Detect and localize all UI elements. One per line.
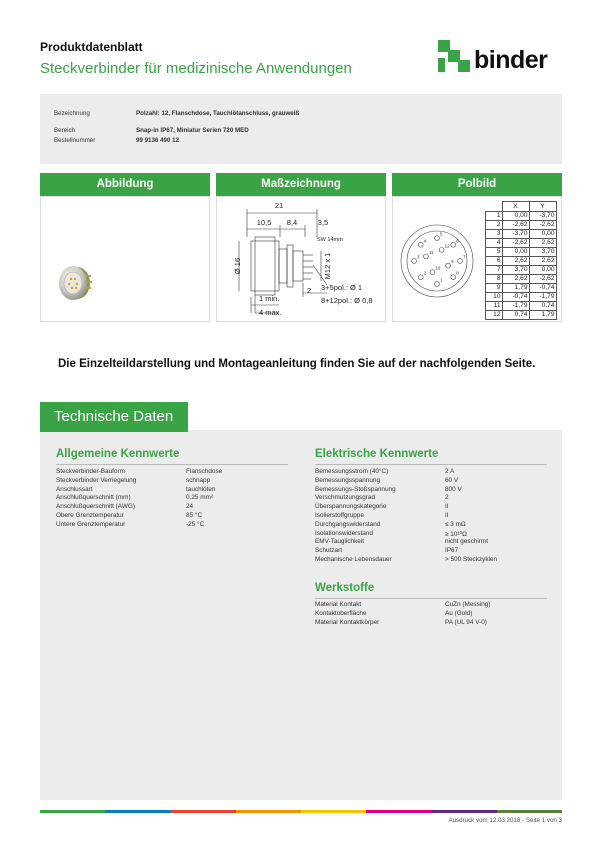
pin-contact bbox=[430, 270, 435, 275]
table-row bbox=[486, 248, 557, 257]
pin-label: 2 bbox=[423, 270, 427, 276]
footer-color-segment bbox=[497, 810, 562, 813]
x-cell: 2,62 bbox=[502, 257, 529, 266]
pin-number-cell: 3 bbox=[486, 230, 503, 239]
spec-label: Anschlußquerschnitt (mm) bbox=[56, 494, 131, 502]
spec-label: Untere Grenztemperatur bbox=[56, 520, 126, 528]
spec-label: Steckverbinder Verriegelung bbox=[56, 476, 137, 484]
general-specs-list bbox=[56, 468, 288, 530]
spec-value: CuZn (Messing) bbox=[445, 601, 491, 608]
x-cell: -2,62 bbox=[502, 239, 529, 248]
dim-3-5: 3,5 bbox=[317, 218, 329, 227]
spec-row bbox=[56, 486, 288, 495]
spec-label: Mechanische Lebensdauer bbox=[315, 555, 392, 563]
pin-number-cell: 4 bbox=[486, 239, 503, 248]
dim-10-5: 10,5 bbox=[256, 218, 272, 227]
pin-number-cell: 12 bbox=[486, 311, 503, 320]
pin-contact bbox=[412, 259, 417, 264]
col-header-x: X bbox=[502, 202, 529, 212]
x-cell: 0,00 bbox=[502, 248, 529, 257]
spec-label: Bemessungs-Stoßspannung bbox=[315, 485, 396, 493]
pin-label: 9 bbox=[451, 259, 454, 265]
table-row bbox=[486, 275, 557, 284]
spec-value: nicht geschirmt bbox=[445, 538, 488, 546]
print-date-page: Ausdruck vom 12.03.2018 - Seite 1 von 3 bbox=[448, 817, 562, 824]
spec-row bbox=[315, 468, 547, 477]
spec-value: > 500 Steckzyklen bbox=[445, 555, 498, 563]
general-specs-heading: Allgemeine Kennwerte bbox=[56, 448, 180, 460]
table-row bbox=[486, 302, 557, 311]
table-row bbox=[486, 257, 557, 266]
spec-value: ≥ 10¹⁰Ω bbox=[445, 530, 467, 538]
spec-value: 2 A bbox=[445, 468, 455, 475]
logo-wordmark: binder bbox=[474, 46, 548, 74]
spec-row bbox=[315, 547, 547, 556]
footer-color-segment bbox=[301, 810, 366, 813]
pin-contact bbox=[439, 248, 444, 253]
spec-row bbox=[315, 538, 547, 547]
pin-contact bbox=[458, 259, 463, 264]
dim-1-min: 1 min. bbox=[259, 294, 280, 303]
dim-8-4: 8,4 bbox=[286, 218, 298, 227]
spec-label: Überspannungskategorie bbox=[315, 503, 387, 511]
info-value: Snap-in IP67, Miniatur Serien 720 MED bbox=[136, 127, 249, 134]
spec-value: Au (Gold) bbox=[445, 609, 473, 617]
spec-row bbox=[56, 494, 288, 503]
pin-number-cell: 6 bbox=[486, 257, 503, 266]
y-cell: -2,62 bbox=[529, 275, 556, 284]
table-row bbox=[486, 230, 557, 239]
dimension-drawing bbox=[217, 197, 385, 321]
spec-row bbox=[56, 477, 288, 486]
pin-label: 10 bbox=[435, 265, 441, 271]
spec-value: 2 bbox=[445, 494, 449, 502]
spec-row bbox=[315, 556, 547, 565]
y-cell: -3,70 bbox=[529, 212, 556, 221]
spec-label: Verschmutzungsgrad bbox=[315, 494, 376, 502]
technical-data-tab: Technische Daten bbox=[40, 402, 188, 432]
spec-label: Schutzart bbox=[315, 547, 342, 555]
spec-value: schnapp bbox=[186, 476, 211, 484]
table-row bbox=[486, 266, 557, 275]
spec-value: 85 °C bbox=[186, 511, 203, 519]
spec-row bbox=[56, 468, 288, 477]
pin-contact bbox=[451, 242, 456, 247]
pin-number-cell: 5 bbox=[486, 248, 503, 257]
spec-label: Kontaktoberfläche bbox=[315, 609, 367, 617]
footer-color-segment bbox=[236, 810, 301, 813]
divider bbox=[56, 464, 288, 465]
spec-row bbox=[315, 619, 547, 628]
pin-diameter-8-12pol: 8+12pol.: Ø 0,8 bbox=[321, 296, 373, 305]
pin-number-cell: 10 bbox=[486, 293, 503, 302]
y-cell: 0,00 bbox=[529, 266, 556, 275]
table-row bbox=[486, 212, 557, 221]
spec-row bbox=[56, 503, 288, 512]
table-row bbox=[486, 239, 557, 248]
y-cell: 2,62 bbox=[529, 239, 556, 248]
spec-row bbox=[315, 610, 547, 619]
spec-label: Isolationswiderstand bbox=[315, 529, 373, 537]
spec-row bbox=[315, 521, 547, 530]
footer-color-segment bbox=[432, 810, 497, 813]
pin-contact bbox=[424, 254, 429, 259]
dim-wrench-size: SW 14mm bbox=[317, 237, 343, 243]
spec-label: Anschlussart bbox=[56, 485, 93, 493]
col-header-y: Y bbox=[529, 202, 556, 212]
materials-heading: Werkstoffe bbox=[315, 582, 375, 594]
spec-value: Flanschdose bbox=[186, 468, 223, 475]
spec-value: PA (UL 94 V-0) bbox=[445, 618, 487, 626]
masszeichnung-panel bbox=[216, 196, 386, 322]
polbild-panel bbox=[392, 196, 562, 322]
spec-label: Material Kontaktkörper bbox=[315, 618, 380, 626]
product-info-box bbox=[40, 94, 562, 164]
x-cell: -2,62 bbox=[502, 221, 529, 230]
pin-contact bbox=[418, 275, 423, 280]
spec-value: 24 bbox=[186, 503, 194, 511]
pin-diameter-3-5pol: 3+5pol.: Ø 1 bbox=[321, 283, 363, 292]
x-cell: 0,00 bbox=[502, 212, 529, 221]
info-label: Bezeichnung bbox=[54, 110, 90, 117]
divider bbox=[315, 598, 547, 599]
electrical-specs-list bbox=[315, 468, 547, 565]
footer-color-segment bbox=[366, 810, 431, 813]
materials-list bbox=[315, 601, 547, 627]
spec-label: Anschlußquerschnitt (AWG) bbox=[56, 503, 135, 511]
abbildung-panel bbox=[40, 196, 210, 322]
spec-value: 0,25 mm² bbox=[186, 494, 213, 502]
pin-contact bbox=[446, 263, 451, 268]
pin-number-cell: 11 bbox=[486, 302, 503, 311]
footer-color-segment bbox=[105, 810, 170, 813]
y-cell: 0,74 bbox=[529, 302, 556, 311]
footer-color-bar bbox=[40, 810, 562, 813]
spec-label: Material Kontakt bbox=[315, 601, 362, 608]
abbildung-header: Abbildung bbox=[40, 173, 210, 196]
y-cell: 3,70 bbox=[529, 248, 556, 257]
info-value: Polzahl: 12, Flanschdose, Tauchlötanschluss, grauweiß bbox=[136, 110, 300, 117]
x-cell: -0,74 bbox=[502, 293, 529, 302]
y-cell: -0,74 bbox=[529, 284, 556, 293]
spec-row bbox=[315, 512, 547, 521]
spec-value: II bbox=[445, 511, 449, 519]
dim-4-max: 4 max. bbox=[259, 308, 282, 317]
y-cell: -2,62 bbox=[529, 221, 556, 230]
table-row bbox=[486, 293, 557, 302]
pin-label: 4 bbox=[423, 238, 427, 244]
x-cell: -3,70 bbox=[502, 230, 529, 239]
table-row bbox=[486, 284, 557, 293]
spec-label: Bemessungsstrom (40°C) bbox=[315, 468, 389, 475]
info-value: 99 9136 490 12 bbox=[136, 137, 180, 144]
product-category-title: Steckverbinder für medizinische Anwendungen bbox=[40, 60, 352, 77]
spec-value: 800 V bbox=[445, 485, 462, 493]
spec-label: Steckverbinder-Bauform bbox=[56, 468, 125, 475]
spec-row bbox=[315, 530, 547, 539]
x-cell: 1,79 bbox=[502, 284, 529, 293]
pin-label: 5 bbox=[440, 231, 443, 237]
pin-coordinate-table bbox=[485, 201, 557, 320]
dim-2: 2 bbox=[307, 286, 312, 295]
pin-contact bbox=[418, 242, 423, 247]
dim-thread: M12 x 1 bbox=[323, 252, 332, 280]
divider bbox=[315, 464, 547, 465]
spec-row bbox=[56, 512, 288, 521]
spec-row bbox=[315, 503, 547, 512]
spec-value: ≤ 3 mΩ bbox=[445, 520, 466, 528]
spec-label: Obere Grenztemperatur bbox=[56, 511, 124, 519]
polbild-header: Polbild bbox=[392, 173, 562, 196]
document-type: Produktdatenblatt bbox=[40, 40, 143, 54]
pin-label: 12 bbox=[444, 243, 450, 249]
x-cell: 3,70 bbox=[502, 266, 529, 275]
spec-label: EMV-Tauglichkeit bbox=[315, 538, 365, 546]
info-label: Bestellnummer bbox=[54, 137, 96, 144]
spec-value: II bbox=[445, 503, 449, 511]
spec-label: Bemessungsspannung bbox=[315, 476, 381, 484]
pin-contact bbox=[435, 236, 440, 241]
footer-color-segment bbox=[171, 810, 236, 813]
pin-label: 7 bbox=[462, 254, 466, 260]
spec-value: -25 °C bbox=[186, 520, 205, 528]
dim-21: 21 bbox=[274, 201, 284, 210]
dim-diameter-16: Ø 16 bbox=[233, 257, 242, 275]
pin-contact bbox=[435, 282, 440, 287]
pin-label: 11 bbox=[428, 249, 434, 255]
spec-row bbox=[315, 486, 547, 495]
y-cell: 2,62 bbox=[529, 257, 556, 266]
pin-number-cell: 2 bbox=[486, 221, 503, 230]
pin-label: 6 bbox=[456, 238, 459, 244]
pin-number-cell: 8 bbox=[486, 275, 503, 284]
y-cell: -1,79 bbox=[529, 293, 556, 302]
y-cell: 0,00 bbox=[529, 230, 556, 239]
table-row bbox=[486, 311, 557, 320]
masszeichnung-header: Maßzeichnung bbox=[216, 173, 386, 196]
x-cell: -1,79 bbox=[502, 302, 529, 311]
pin-label: 8 bbox=[456, 270, 459, 276]
spec-value: tauchlöten bbox=[186, 485, 216, 493]
connector-photo bbox=[41, 197, 209, 321]
spec-row bbox=[56, 521, 288, 530]
spec-row bbox=[315, 477, 547, 486]
footer-color-segment bbox=[40, 810, 105, 813]
spec-value: 60 V bbox=[445, 476, 459, 484]
pin-number-cell: 1 bbox=[486, 212, 503, 221]
spec-label: Durchgangswiderstand bbox=[315, 520, 381, 528]
table-row bbox=[486, 221, 557, 230]
info-label: Bereich bbox=[54, 127, 75, 134]
electrical-specs-heading: Elektrische Kennwerte bbox=[315, 448, 439, 460]
pin-number-cell: 7 bbox=[486, 266, 503, 275]
y-cell: 1,79 bbox=[529, 311, 556, 320]
pin-number-cell: 9 bbox=[486, 284, 503, 293]
pin-label: 1 bbox=[440, 277, 443, 283]
assembly-notice: Die Einzelteildarstellung und Montageanleitung finden Sie auf der nachfolgenden Seite. bbox=[58, 358, 536, 370]
spec-label: Isolierstoffgruppe bbox=[315, 511, 364, 519]
x-cell: 2,62 bbox=[502, 275, 529, 284]
spec-row bbox=[315, 494, 547, 503]
spec-row bbox=[315, 601, 547, 610]
spec-value: IP67 bbox=[445, 547, 459, 555]
pin-contact bbox=[451, 275, 456, 280]
pin-label: 3 bbox=[417, 254, 420, 260]
x-cell: 0,74 bbox=[502, 311, 529, 320]
